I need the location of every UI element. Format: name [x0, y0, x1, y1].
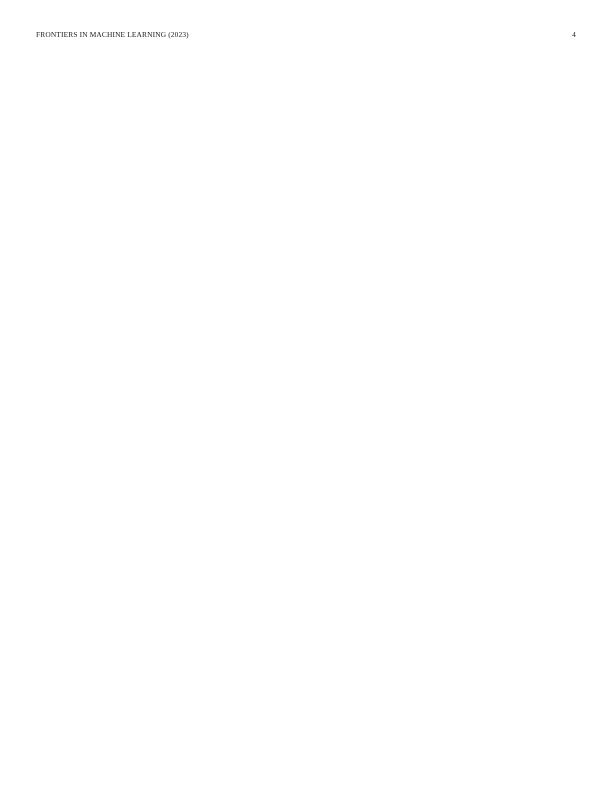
right-column: [310, 56, 576, 772]
journal-name: FRONTIERS IN MACHINE LEARNING (2023): [36, 30, 189, 39]
running-header: [36, 30, 576, 42]
page-number: 4: [572, 30, 576, 39]
left-column: [36, 56, 302, 772]
